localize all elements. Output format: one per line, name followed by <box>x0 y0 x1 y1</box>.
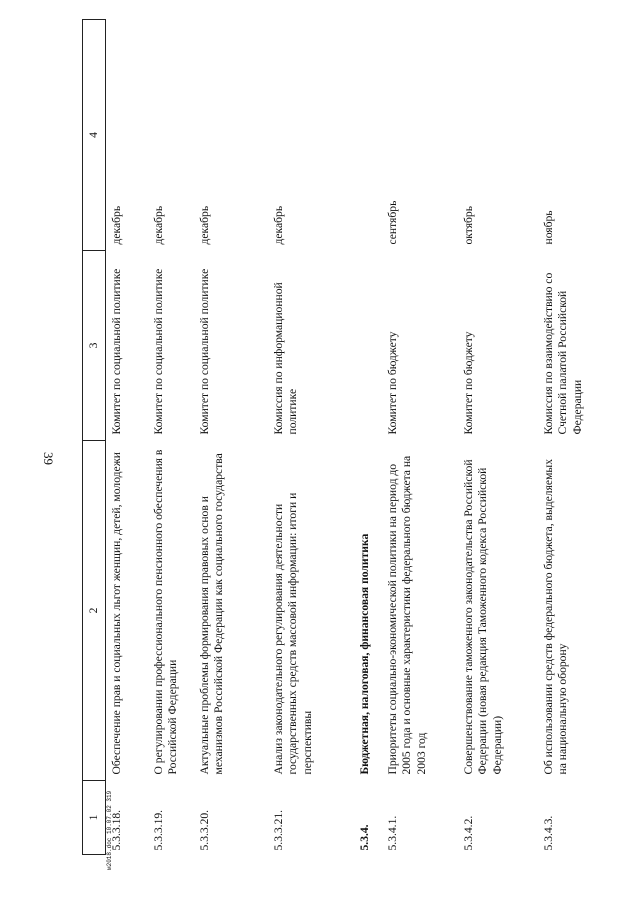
column-header-2: 2 <box>83 441 106 781</box>
item-number: 5.3.4. <box>357 824 371 851</box>
column-header-1: 1 <box>83 781 106 855</box>
responsible-committee: Комитет по социальной политике <box>110 268 123 435</box>
responsible-committee: Комиссия по информационной политике <box>271 282 300 435</box>
item-title: О регулировании профессионального пенсионного обеспечения в Российской Федерации <box>151 449 180 775</box>
work-plan-table <box>82 19 608 855</box>
item-number: 5.3.4.2. <box>461 815 475 851</box>
responsible-committee: Комитет по социальной политике <box>197 268 211 435</box>
responsible-committee: Комитет по бюджету <box>461 331 475 435</box>
responsible-committee <box>354 251 382 441</box>
column-header-4: 4 <box>83 20 106 251</box>
item-title: Бюджетная, налоговая, финансовая политика <box>357 533 371 775</box>
table-row <box>106 20 148 855</box>
column-header-3: 3 <box>83 251 106 441</box>
responsible-committee: Комитет по бюджету <box>385 331 399 435</box>
deadline-month: октябрь <box>461 205 475 245</box>
item-number: 5.3.4.3. <box>541 815 555 851</box>
item-title: Обеспечение прав и социальных льгот женщин, детей, молодежи <box>110 452 123 775</box>
item-title: Совершенствование таможенного законодательства Российской Федерации (новая редакция Таможенного кодекса Российской Федерации) <box>461 459 505 775</box>
item-number: 5.3.3.21. <box>271 809 285 851</box>
table-row <box>268 20 354 855</box>
deadline-month <box>354 20 382 251</box>
item-number: 5.3.4.1. <box>385 815 399 851</box>
table-header-row <box>83 20 106 855</box>
item-number: 5.3.3.18. <box>110 809 123 851</box>
table-row <box>148 20 194 855</box>
footer-code: м2018.doc 10.07.02 319 <box>106 790 113 870</box>
table-row <box>458 20 538 855</box>
section-row <box>354 20 382 855</box>
deadline-month: декабрь <box>271 205 285 245</box>
page-number: 39 <box>41 452 56 465</box>
item-title: Анализ законодательного регулирования деятельности государственных средств массовой информации: итоги и перспективы <box>271 492 315 775</box>
deadline-month: сентябрь <box>385 200 399 245</box>
item-title: Актуальные проблемы формирования правовых основ и механизмов Российской Федерации как социального государства <box>197 453 226 775</box>
table-row <box>382 20 458 855</box>
item-title: Приоритеты социально-экономической политики на период до 2005 года и основные характеристики федерального бюджета на 2003 год <box>385 455 429 775</box>
deadline-month: декабрь <box>110 205 123 245</box>
table-row <box>538 20 608 855</box>
deadline-month: декабрь <box>151 205 165 245</box>
item-title: Об использовании средств федерального бюджета, выделяемых на национальную оборону <box>541 459 570 775</box>
item-number: 5.3.3.20. <box>197 809 211 851</box>
responsible-committee: Комиссия по взаимодействию со Счетной палатой Российской Федерации <box>541 272 585 435</box>
responsible-committee: Комитет по социальной политике <box>151 268 165 435</box>
deadline-month: ноябрь <box>541 210 555 245</box>
table-row <box>194 20 268 855</box>
work-plan-table-container <box>82 20 608 855</box>
item-number: 5.3.3.19. <box>151 809 165 851</box>
deadline-month: декабрь <box>197 205 211 245</box>
